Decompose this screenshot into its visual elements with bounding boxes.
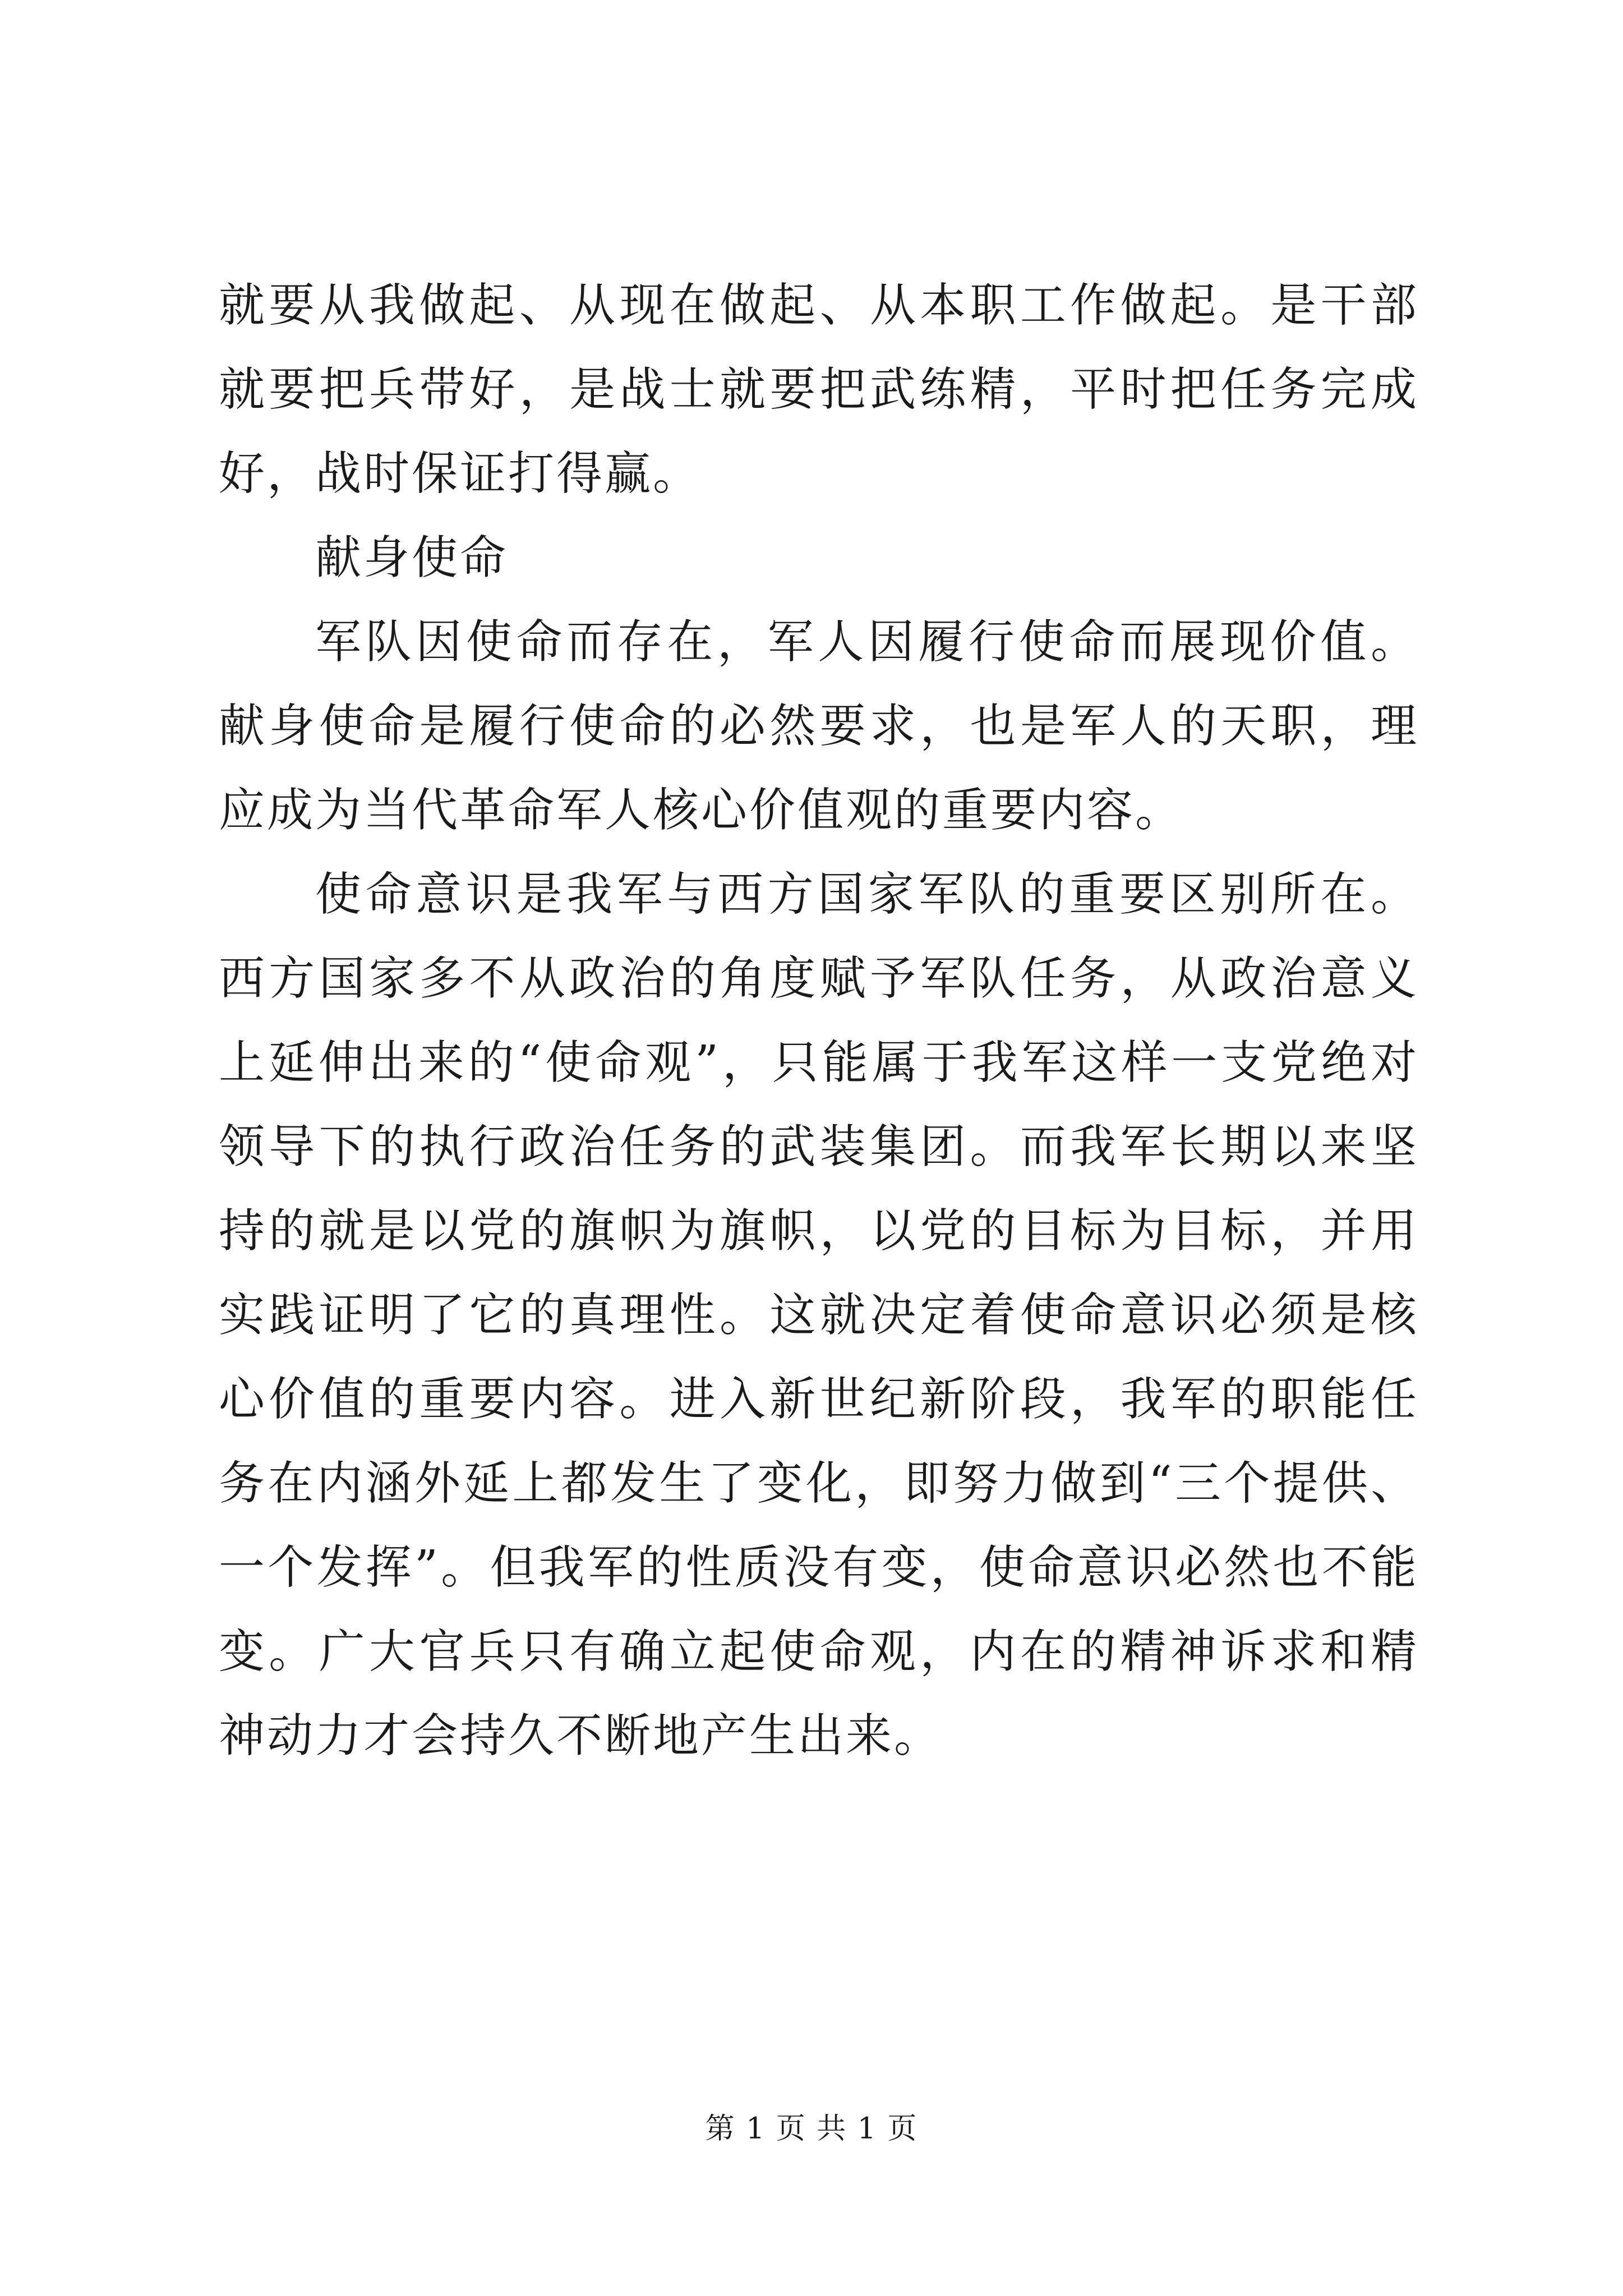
- section-heading: 献身使命: [315, 531, 509, 585]
- paragraph-mission-awareness: 使命意识是我军与西方国家军队的重要区别所在。西方国家多不从政治的角度赋予军队任务，从政治意义上延伸出来的“使命观”，只能属于我军这样一支党绝对领导下的执行政治任务的武装集团。而我军长期以来坚持的就是以党的旗帜为旗帜，以党的目标为目标，并用实践证明了它的真理性。这就决定着使命意识必须是核心价值的重要内容。进入新世纪新阶段，我军的职能任务在内涵外延上都发生了变化，即努力做到“三个提供、一个发挥”。但我军的性质没有变，使命意识必然也不能变。广大官兵只有确立起使命观，内在的精神诉求和精神动力才会持久不断地产生出来。: [219, 868, 1419, 1763]
- page-footer: 第 1 页 共 1 页: [705, 2112, 918, 2146]
- paragraph-mission-intro: 军队因使命而存在，军人因履行使命而展现价值。献身使命是履行使命的必然要求，也是军人的天职，理应成为当代革命军人核心价值观的重要内容。: [219, 615, 1419, 837]
- document-body: [219, 264, 1419, 1778]
- paragraph-continuation: 就要从我做起、从现在做起、从本职工作做起。是干部就要把兵带好，是战士就要把武练精，平时把任务完成好，战时保证打得赢。: [219, 279, 1419, 500]
